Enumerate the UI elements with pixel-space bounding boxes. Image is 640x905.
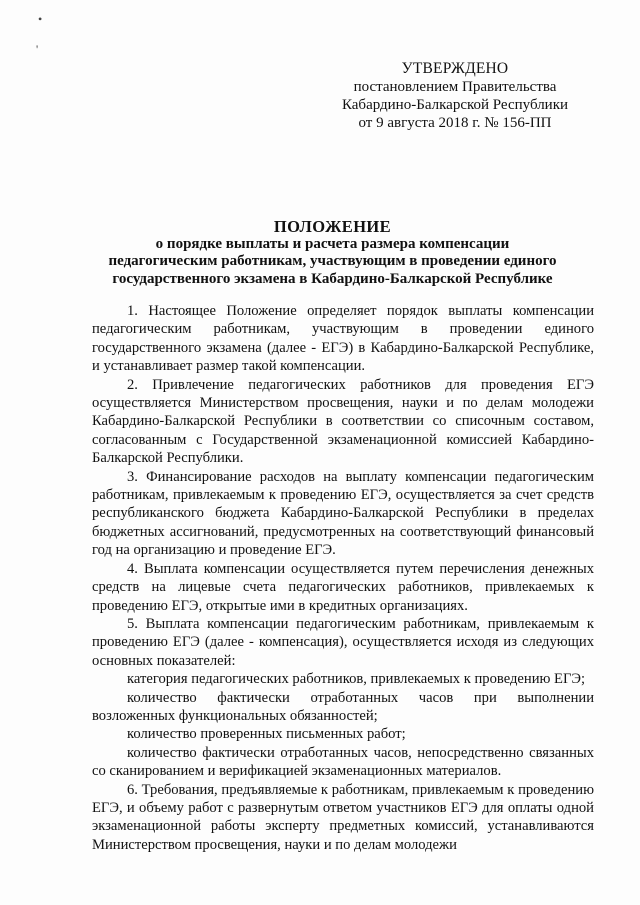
approval-line: постановлением Правительства xyxy=(353,79,557,95)
subtitle-line: о порядке выплаты и расчета размера компенсации xyxy=(155,235,510,252)
approval-line: от 9 августа 2018 г. № 156-ПП xyxy=(358,115,552,131)
indicator-item: количество проверенных письменных работ; xyxy=(127,726,406,743)
indicator-item: количество фактически отработанных часов при выполнении возложенных функциональных обязанностей; xyxy=(92,689,594,724)
approval-heading: УТВЕРЖДЕНО xyxy=(401,60,509,77)
approval-line: Кабардино-Балкарской Республики xyxy=(341,97,569,113)
paragraph-2: 2. Привлечение педагогических работников для проведения ЕГЭ осуществляется Министерством просвещения, науки и по делам молодежи Кабардино-Балкарской Республики в соответствии со списочным составом, согласованным с Государственной экзаменационной комиссией Кабардино-Балкарской Республики. xyxy=(92,376,594,467)
paragraph-5: 5. Выплата компенсации педагогическим работникам, привлекаемым к проведению ЕГЭ (далее - компенсация), осуществляется исходя из следующих основных показателей: xyxy=(92,615,594,669)
document-body xyxy=(92,302,594,854)
approval-stamp xyxy=(330,60,580,132)
margin-mark: ' xyxy=(36,42,39,56)
subtitle-line: государственного экзамена в Кабардино-Балкарской Республике xyxy=(112,270,553,287)
paragraph-6: 6. Требования, предъявляемые к работникам, привлекаемым к проведению ЕГЭ, и объему работ с развернутым ответом участников ЕГЭ для оплаты одной экзаменационной работы эксперту предметных комиссий, устанавливаются Министерством просвещения, науки и по делам молодежи xyxy=(92,781,594,853)
document-type: ПОЛОЖЕНИЕ xyxy=(273,217,392,236)
document-title xyxy=(80,218,585,288)
subtitle-line: педагогическим работникам, участвующим в проведении единого xyxy=(108,253,557,269)
paragraph-1: 1. Настоящее Положение определяет порядок выплаты компенсации педагогическим работникам, участвующим в проведении единого государственного экзамена (далее - ЕГЭ) в Кабардино-Балкарской Республике, и устанавливает размер такой компенсации. xyxy=(92,303,594,375)
paragraph-3: 3. Финансирование расходов на выплату компенсации педагогическим работникам, привлекаемым к проведению ЕГЭ, осуществляется за счет средств республиканского бюджета Кабардино-Балкарской Республики в пределах бюджетных ассигнований, предусмотренных на соответствующий финансовый год на организацию и проведение ЕГЭ. xyxy=(92,468,594,559)
margin-mark: • xyxy=(38,12,43,26)
indicator-item: категория педагогических работников, привлекаемых к проведению ЕГЭ; xyxy=(127,671,586,688)
paragraph-4: 4. Выплата компенсации осуществляется путем перечисления денежных средств на лицевые счета педагогических работников, привлекаемых к проведению ЕГЭ, открытые ими в кредитных организациях. xyxy=(92,560,594,614)
indicator-item: количество фактически отработанных часов, непосредственно связанных со сканированием и верификацией экзаменационных материалов. xyxy=(92,744,594,780)
